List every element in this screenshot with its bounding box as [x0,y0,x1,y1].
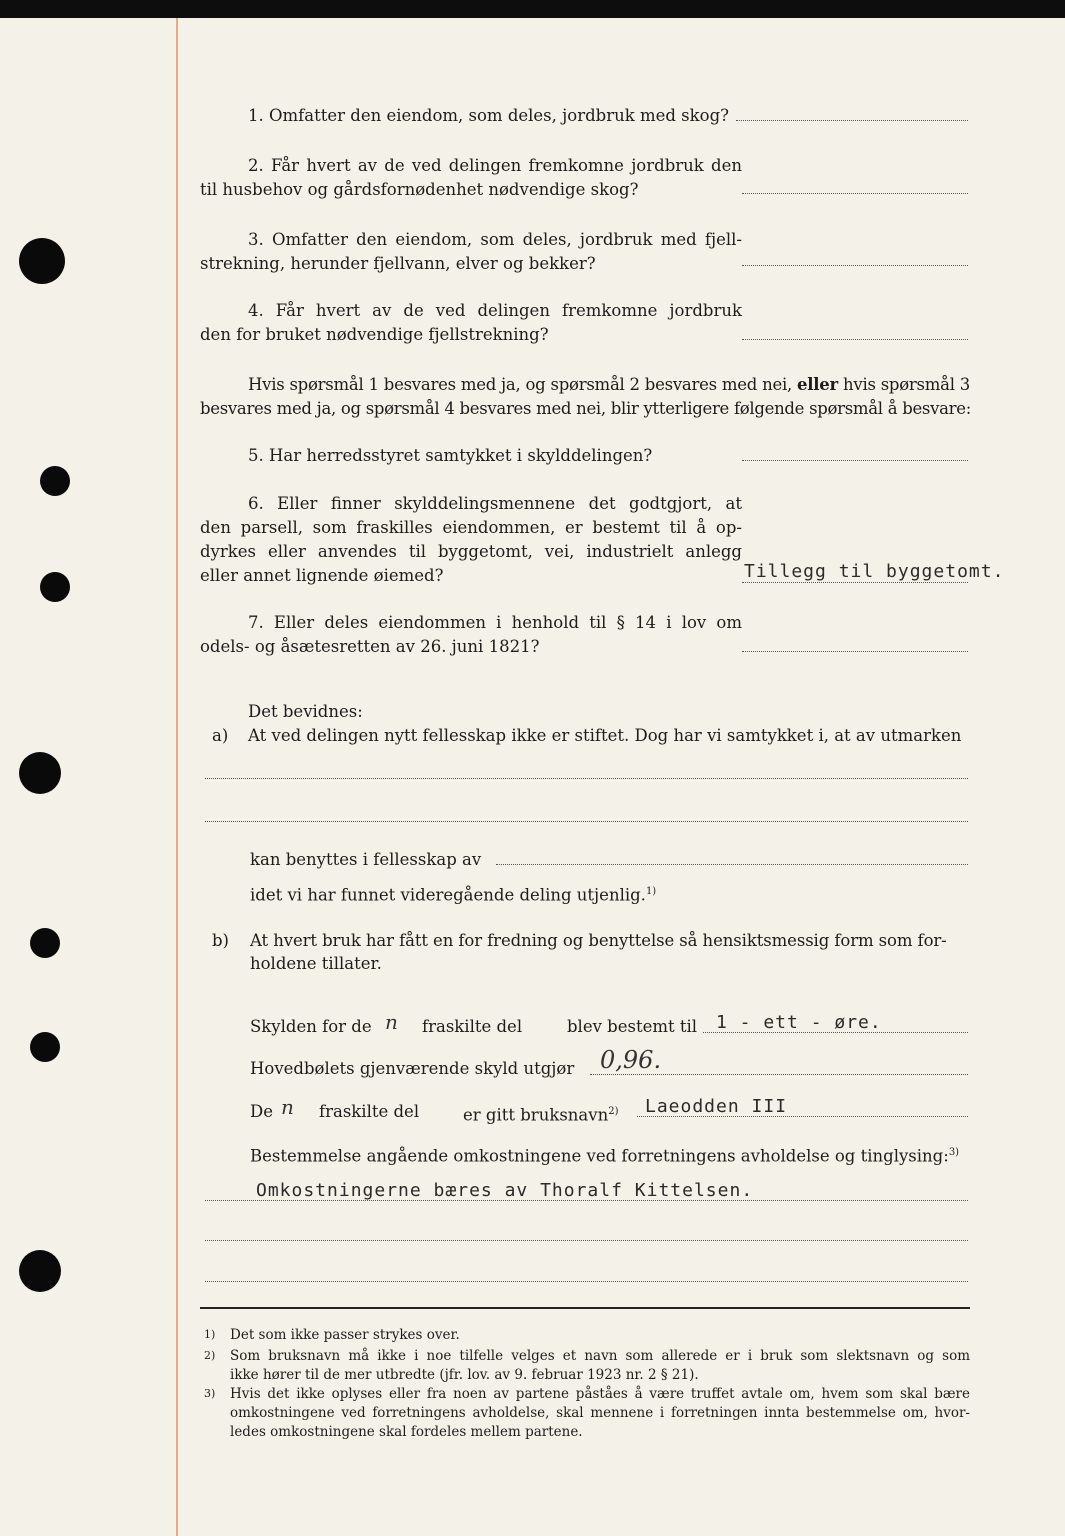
tax-handwritten-n: n [385,1010,398,1034]
tax-line [703,1032,968,1033]
cost-label: Bestemmelse angående omkostningene ved forretningens avholdelse og tinglysing:$^{3)}$ [250,1146,960,1166]
tax-label-3: blev bestemt til [567,1017,698,1036]
footnote-1-mark: 1) [204,1328,216,1341]
attest-a-label: a) [212,726,229,745]
punch-hole [40,572,70,602]
question-6-answer[interactable]: Tillegg til byggetomt. [744,561,1005,582]
question-6-line-3: dyrkes eller anvendes til byggetomt, vei, industrielt anlegg [200,542,742,561]
question-2-line-2: til husbehov og gårdsfornødenhet nødvendige skog? [200,180,639,199]
footnote-3-mark: 3) [204,1387,216,1400]
answer-line-5[interactable] [742,460,968,461]
answer-line-7[interactable] [742,651,968,652]
punch-hole [30,1032,60,1062]
cost-value[interactable]: Omkostningerne bæres av Thoralf Kittelsen. [256,1180,754,1201]
condition-emphasis: eller [797,375,838,394]
common-use-line[interactable] [496,864,968,865]
answer-line-3[interactable] [742,265,968,266]
punch-hole [19,752,61,794]
attest-b-label: b) [212,931,229,950]
common-use-label: kan benyttes i fellesskap av [250,850,482,869]
remaining-label: Hovedbølets gjenværende skyld utgjør [250,1059,575,1078]
footnote-ref-2: 2) [608,1106,619,1117]
question-6-line-4: eller annet lignende øiemed? [200,566,444,585]
scan-top-border [0,0,1065,18]
question-4-line-2: den for bruket nødvendige fjellstrekning? [200,325,549,344]
tax-value[interactable]: 1 - ett - øre. [716,1012,882,1033]
question-1: 1. Omfatter den eiendom, som deles, jordbruk med skog? [248,106,729,125]
tax-label-2: fraskilte del [422,1017,523,1036]
question-3-line-2: strekning, herunder fjellvann, elver og bekker? [200,254,596,273]
outfield-line-1[interactable] [205,778,968,779]
remaining-line [590,1074,968,1075]
punch-hole [19,1250,61,1292]
condition-line-1: Hvis spørsmål 1 besvares med ja, og spørsmål 2 besvares med nei, eller hvis spørsmål 3 [248,375,971,394]
answer-line-4[interactable] [742,339,968,340]
question-3-line-1: 3. Omfatter den eiendom, som deles, jordbruk med fjell- [248,230,742,249]
footnote-ref-3: 3) [948,1147,960,1158]
answer-line-6 [742,582,968,583]
cost-line-2[interactable] [205,1240,968,1241]
tax-label-1: Skylden for de [250,1017,372,1036]
name-label-3: er gitt bruksnavn$^{2)}$ [463,1105,619,1125]
punch-hole [40,466,70,496]
attest-a-text: At ved delingen nytt fellesskap ikke er stiftet. Dog har vi samtykket i, at av utmarken [248,726,962,745]
question-6-line-1: 6. Eller finner skylddelingsmennene det godtgjort, at [248,494,742,513]
question-5: 5. Har herredsstyret samtykket i skylddelingen? [248,446,653,465]
footnote-2-mark: 2) [204,1349,216,1362]
cost-line-3[interactable] [205,1281,968,1282]
footnote-2-line-1: Som bruksnavn må ikke i noe tilfelle velges et navn som allerede er i bruk som slektsnavn og som [230,1348,970,1364]
cost-line-1 [205,1200,968,1201]
footnote-3-line-3: ledes omkostningene skal fordeles mellem partene. [230,1424,583,1440]
farm-name-value[interactable]: Laeodden III [645,1096,788,1117]
footnote-separator [200,1307,970,1309]
question-4-line-1: 4. Får hvert av de ved delingen fremkomne jordbruk [248,301,742,320]
outfield-line-2[interactable] [205,821,968,822]
footnote-3-line-1: Hvis det ikke oplyses eller fra noen av partene påståes å være truffet avtale om, hvem som skal bære [230,1386,970,1402]
question-7-line-1: 7. Eller deles eiendommen i henhold til § 14 i lov om [248,613,742,632]
farm-name-line [637,1116,968,1117]
condition-line-2: besvares med ja, og spørsmål 4 besvares med nei, blir ytterligere følgende spørsmål å besvare: [200,399,971,418]
answer-line-2[interactable] [742,193,968,194]
attest-heading: Det bevidnes: [248,702,363,721]
attest-b-text-line-2: holdene tillater. [250,954,382,973]
footnote-3-line-2: omkostningene ved forretningens avholdelse, skal mennene i forretningen innta bestemmelse om, hvor- [230,1405,970,1421]
punch-hole [19,238,65,284]
footnote-ref-1: 1) [645,886,657,897]
remaining-value[interactable]: 0,96. [600,1046,662,1074]
question-2-line-1: 2. Får hvert av de ved delingen fremkomne jordbruk den [248,156,742,175]
footnote-2-line-2: ikke hører til de mer utbredte (jfr. lov. av 9. februar 1923 nr. 2 § 21). [230,1367,699,1383]
attest-b-text-line-1: At hvert bruk har fått en for fredning og benyttelse så hensiktsmessig form som for- [250,931,947,950]
division-note: idet vi har funnet videregående deling utjenlig.$^{1)}$ [250,885,657,905]
question-6-line-2: den parsell, som fraskilles eiendommen, er bestemt til å op- [200,518,742,537]
answer-line-1[interactable] [736,120,968,121]
name-label-1: De [250,1102,273,1121]
punch-hole [30,928,60,958]
name-handwritten-n: n [281,1095,294,1119]
name-label-2: fraskilte del [319,1102,420,1121]
footnote-1-text: Det som ikke passer strykes over. [230,1327,460,1343]
margin-line [176,18,178,1536]
question-7-line-2: odels- og åsætesretten av 26. juni 1821? [200,637,540,656]
